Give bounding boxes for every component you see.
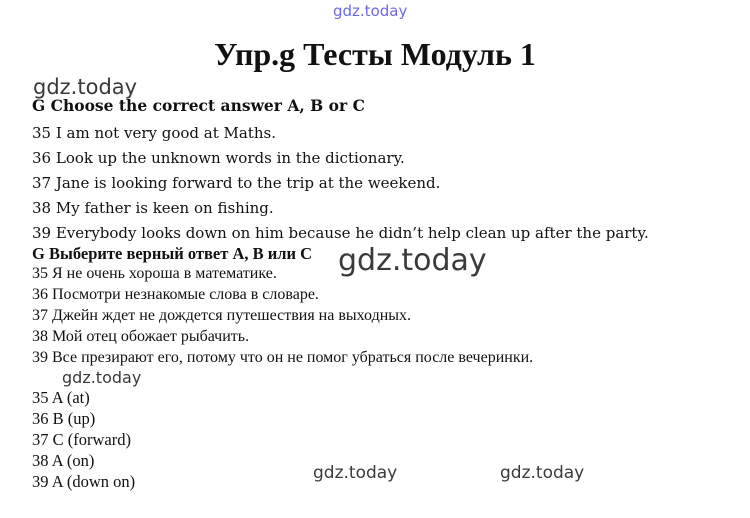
russian-sentence: 37 Джейн ждет не дождется путешествия на выходных. (32, 307, 412, 324)
watermark: gdz.today (33, 75, 138, 99)
english-sentence: 37 Jane is looking forward to the trip at the weekend. (32, 174, 441, 192)
english-sentence-list (32, 121, 649, 246)
russian-sentence: 38 Мой отец обожает рыбачить. (32, 328, 250, 345)
english-sentence: 36 Look up the unknown words in the dictionary. (32, 149, 405, 167)
answer-item: 39 A (down on) (32, 472, 136, 491)
english-sentence: 35 I am not very good at Maths. (32, 124, 276, 142)
english-sentence: 38 My father is keen on fishing. (32, 199, 274, 217)
answer-item: 36 B (up) (32, 409, 96, 428)
watermark: gdz.today (500, 463, 585, 483)
watermark-top: gdz.today (333, 2, 408, 20)
russian-task-heading: G Выберите верный ответ А, В или С (32, 244, 313, 263)
page-title: Упр.g Тесты Модуль 1 (214, 36, 536, 72)
watermark: gdz.today (62, 368, 142, 387)
russian-sentence: 35 Я не очень хороша в математике. (32, 265, 277, 282)
answer-item: 38 A (on) (32, 451, 95, 470)
english-task-heading: G Choose the correct answer A, B or C (32, 96, 365, 115)
answer-item: 37 C (forward) (32, 430, 131, 449)
russian-translation-list (32, 263, 533, 368)
answer-item: 35 A (at) (32, 388, 90, 407)
answer-list (32, 387, 135, 492)
watermark: gdz.today (338, 243, 487, 278)
english-sentence: 39 Everybody looks down on him because he didn’t help clean up after the party. (32, 224, 649, 242)
russian-sentence: 39 Все презирают его, потому что он не помог убраться после вечеринки. (32, 349, 534, 366)
russian-sentence: 36 Посмотри незнакомые слова в словаре. (32, 286, 319, 303)
watermark: gdz.today (313, 463, 398, 483)
